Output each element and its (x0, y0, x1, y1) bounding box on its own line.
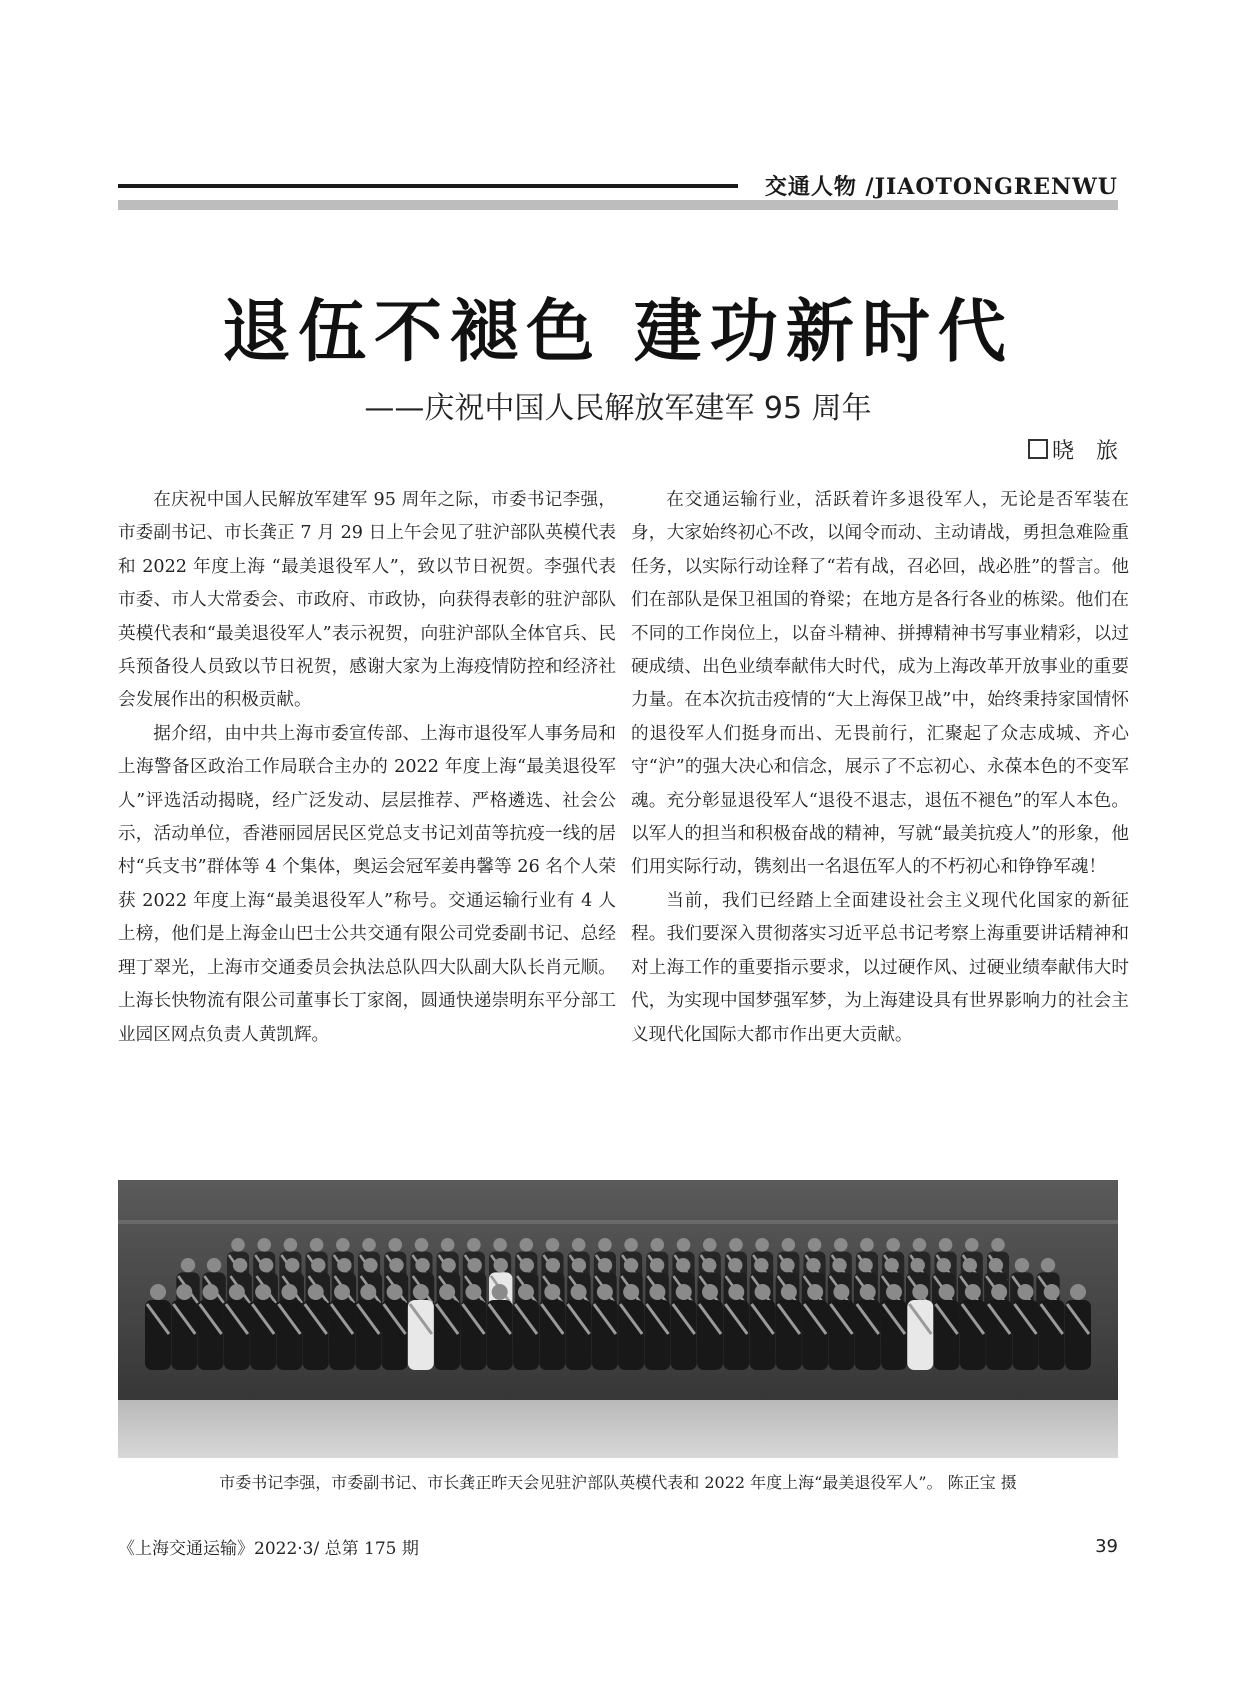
paragraph: 当前，我们已经踏上全面建设社会主义现代化国家的新征程。我们要深入贯彻落实习近平总书记考察上海重要讲话精神和对上海工作的重要指示要求，以过硬作风、过硬业绩奉献伟大时代，为实现中国梦强军梦，为上海建设具有世界影响力的社会主义现代化国际大都市作出更大贡献。 (631, 890, 1129, 1045)
group-photo-illustration (118, 1180, 1118, 1458)
byline-box-icon (1028, 439, 1048, 459)
photo-caption: 市委书记李强，市委副书记、市长龚正昨天会见驻沪部队英模代表和 2022 年度上海“最美退役军人”。 陈正宝 摄 (219, 1473, 1017, 1492)
article-title: 退伍不褪色 建功新时代 (222, 292, 1014, 372)
group-photo (118, 1180, 1118, 1458)
left-column (118, 484, 616, 1052)
right-column (631, 484, 1129, 1052)
paragraph: 据介绍，由中共上海市委宣传部、上海市退役军人事务局和上海警备区政治工作局联合主办的 2022 年度上海“最美退役军人”评选活动揭晓，经广泛发动、层层推荐、严格遴选、社会公示，活动单位，香港丽园居民区党总支书记刘苗等抗疫一线的居村“兵支书”群体等 4 个集体，奥运会冠军姜冉馨等 26 名个人荣获 2022 年度上海“最美退役军人”称号。交通运输行业有 4 人上榜，他们是上海金山巴士公共交通有限公司党委副书记、总经理丁翠光，上海市交通委员会执法总队四大队副大队长肖元顺。上海长快物流有限公司董事长丁家阁，圆通快递崇明东平分部工业园区网点负责人黄凯辉。 (118, 723, 616, 1045)
header-band (118, 200, 1118, 210)
journal-footer: 《上海交通运输》2022·3/ 总第 175 期 (118, 1539, 419, 1559)
article-subtitle: ——庆祝中国人民解放军建军 95 周年 (364, 391, 872, 426)
section-header: 交通人物 /JIAOTONGRENWU (764, 174, 1118, 200)
author-name: 晓 旅 (1051, 439, 1118, 464)
header-rule (118, 184, 738, 188)
byline (1028, 434, 1118, 465)
paragraph: 在交通运输行业，活跃着许多退役军人，无论是否军装在身，大家始终初心不改，以闻令而动、主动请战，勇担急难险重任务，以实际行动诠释了“若有战，召必回，战必胜”的誓言。他们在部队是保卫祖国的脊梁；在地方是各行各业的栋梁。他们在不同的工作岗位上，以奋斗精神、拼搏精神书写事业精彩，以过硬成绩、出色业绩奉献伟大时代，成为上海改革开放事业的重要力量。在本次抗击疫情的“大上海保卫战”中，始终秉持家国情怀的退役军人们挺身而出、无畏前行，汇聚起了众志成城、齐心守“沪”的强大决心和信念，展示了不忘初心、永葆本色的不变军魂。充分彰显退役军人“退役不退志，退伍不褪色”的军人本色。以军人的担当和积极奋战的精神，写就“最美抗疫人”的形象，他们用实际行动，镌刻出一名退伍军人的不朽初心和铮铮军魂！ (631, 490, 1129, 878)
paragraph: 在庆祝中国人民解放军建军 95 周年之际，市委书记李强，市委副书记、市长龚正 7 月 29 日上午会见了驻沪部队英模代表和 2022 年度上海 “最美退役军人”，致以节日祝贺。李强代表市委、市人大常委会、市政府、市政协，向获得表彰的驻沪部队英模代表和“最美退役军人”表示祝贺，向驻沪部队全体官兵、民兵预备役人员致以节日祝贺，感谢大家为上海疫情防控和经济社会发展作出的积极贡献。 (118, 490, 616, 711)
page-number: 39 (1095, 1536, 1118, 1557)
